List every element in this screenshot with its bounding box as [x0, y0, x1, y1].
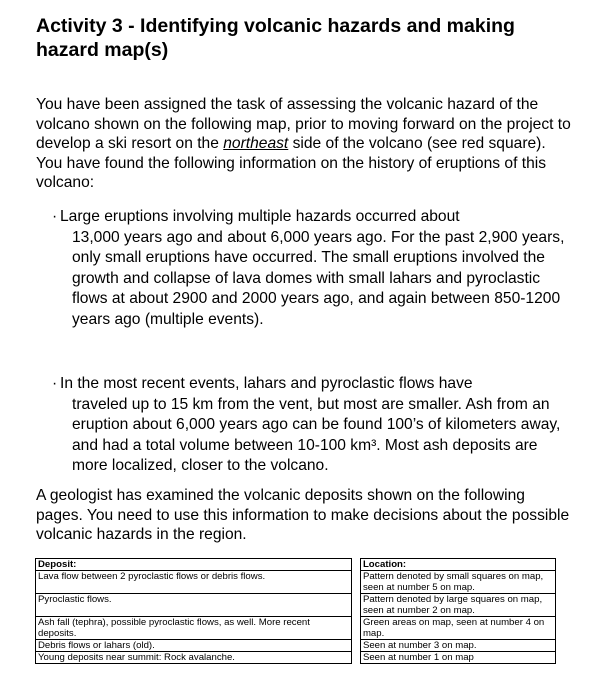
deposit-cell: Ash fall (tephra), possible pyroclastic flows, as well. More recent deposits. [36, 617, 352, 640]
bullet-continuation: traveled up to 15 km from the vent, but most are smaller. Ash from an eruption about 6,000 years ago can be found 100’s of kilometers away, and had a total volume between 10-100 km³. Most ash deposits are more localized, closer to the volcano. [72, 395, 561, 474]
location-cell: Pattern denoted by small squares on map, seen at number 5 on map. [360, 571, 555, 594]
bullet-dot: · [52, 208, 58, 225]
column-gap [352, 617, 361, 640]
bullet-dot: · [52, 375, 58, 392]
table-row [36, 571, 556, 594]
intro-text-before: You have been assigned the task of assessing the volcanic hazard of the volcano shown on the following map, prior to moving forward on the project to develop a ski resort on the [36, 96, 571, 153]
geologist-paragraph: A geologist has examined the volcanic deposits shown on the following pages. You need to use this information to make decisions about the possible volcanic hazards in the region. [36, 487, 570, 544]
location-cell: Pattern denoted by large squares on map, seen at number 2 on map. [360, 594, 555, 617]
bullet-first-line: Large eruptions involving multiple hazards occurred about [60, 208, 460, 225]
deposit-cell: Debris flows or lahars (old). [36, 640, 352, 652]
location-cell: Seen at number 1 on map [360, 652, 555, 664]
location-cell: Seen at number 3 on map. [360, 640, 555, 652]
column-gap [352, 594, 361, 617]
bullet-item [52, 374, 570, 477]
table-row [36, 617, 556, 640]
table-row [36, 652, 556, 664]
intro-emphasis: northeast [223, 135, 289, 153]
page-title: Activity 3 - Identifying volcanic hazards and making hazard map(s) [36, 15, 515, 61]
intro-paragraph [36, 95, 571, 193]
bullet-continuation: 13,000 years ago and about 6,000 years ago. For the past 2,900 years, only small eruptions have occurred. The small eruptions involved the growth and collapse of lava domes with small lahars and pyroclastic flows at about 2900 and 2000 years ago, and again between 850-1200 years ago (multiple events). [72, 228, 565, 328]
intro-text-after: side of the volcano (see red square). You have found the following information on the history of eruptions of this volcano: [36, 135, 547, 192]
deposit-cell: Young deposits near summit: Rock avalanche. [36, 652, 352, 664]
column-gap [352, 559, 361, 571]
deposit-cell: Lava flow between 2 pyroclastic flows or debris flows. [36, 571, 352, 594]
column-gap [352, 652, 361, 664]
table-header-row [36, 559, 556, 571]
table-row [36, 594, 556, 617]
deposit-location-table [35, 558, 556, 664]
column-gap [352, 571, 361, 594]
bullet-first-line: In the most recent events, lahars and pyroclastic flows have [60, 375, 473, 392]
location-cell: Green areas on map, seen at number 4 on map. [360, 617, 555, 640]
deposit-cell: Pyroclastic flows. [36, 594, 352, 617]
location-header: Location: [360, 559, 555, 571]
column-gap [352, 640, 361, 652]
table-row [36, 640, 556, 652]
bullet-item [52, 207, 570, 330]
deposit-header: Deposit: [36, 559, 352, 571]
